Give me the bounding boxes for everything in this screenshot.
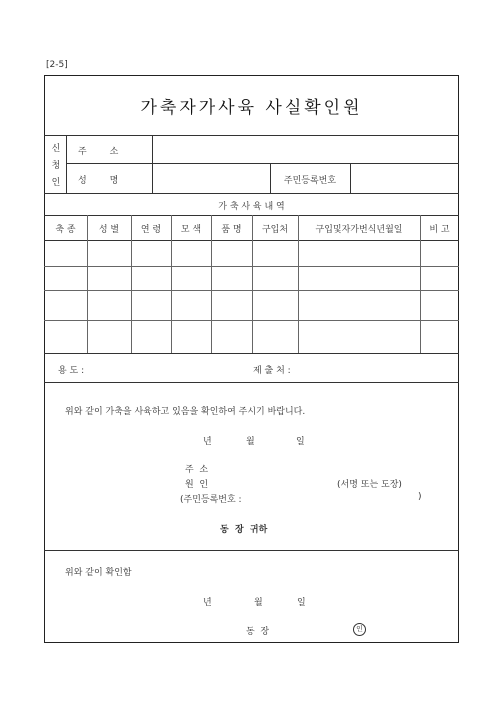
col-header-coat-color: 모 색 bbox=[180, 225, 202, 235]
confirmation-statement: 위와 같이 확인함 bbox=[65, 568, 132, 578]
sign-or-stamp-note: (서명 또는 도장) bbox=[337, 480, 402, 490]
submit-to-field[interactable] bbox=[300, 356, 455, 380]
rule-address-bottom bbox=[66, 163, 459, 164]
request-address-label: 주 소 bbox=[185, 465, 209, 475]
resident-no-label: 주민등록번호 bbox=[283, 176, 337, 186]
table-row[interactable] bbox=[45, 241, 458, 265]
col-header-acquire-date: 구입및자가번식년월일 bbox=[315, 225, 403, 235]
applicant-group-char-1: 신 bbox=[51, 144, 61, 154]
seal-icon: 인 bbox=[353, 623, 366, 636]
confirmation-date-month: 월 bbox=[254, 598, 263, 608]
col-header-source: 구입처 bbox=[261, 225, 289, 235]
applicant-group-char-3: 인 bbox=[51, 178, 61, 188]
rule-applicant-bottom bbox=[44, 193, 459, 194]
request-date-month: 월 bbox=[246, 437, 255, 447]
resident-no-field[interactable] bbox=[351, 165, 458, 192]
name-label: 성 명 bbox=[78, 176, 119, 186]
rule-title-bottom bbox=[44, 135, 459, 136]
col-header-breed: 품 명 bbox=[221, 225, 242, 235]
submit-to-label: 제 출 처 : bbox=[253, 366, 291, 376]
applicant-group-char-2: 청 bbox=[51, 161, 61, 171]
rule-table-bottom bbox=[44, 353, 459, 354]
request-date-day: 일 bbox=[296, 437, 305, 447]
address-field[interactable] bbox=[153, 137, 458, 162]
confirmation-date-day: 일 bbox=[297, 598, 306, 608]
rule-request-bottom bbox=[44, 550, 459, 551]
col-header-age: 연 령 bbox=[140, 225, 162, 235]
purpose-field[interactable] bbox=[95, 356, 245, 380]
col-header-remarks: 비 고 bbox=[429, 225, 450, 235]
addressee: 동 장 귀하 bbox=[220, 525, 268, 535]
address-label: 주 소 bbox=[78, 147, 119, 157]
request-date-year: 년 bbox=[203, 437, 212, 447]
request-statement: 위와 같이 가축을 사육하고 있음을 확인하여 주시기 바랍니다. bbox=[65, 407, 306, 417]
col-header-sex: 성 별 bbox=[98, 225, 120, 235]
request-resident-no: (주민등록번호 : bbox=[180, 495, 242, 505]
table-row[interactable] bbox=[45, 267, 458, 289]
livestock-section-header: 가 축 사 육 내 역 bbox=[218, 202, 285, 212]
table-row[interactable] bbox=[45, 291, 458, 319]
form-title: 가축자가사육 사실확인원 bbox=[140, 98, 363, 118]
confirmation-date-year: 년 bbox=[203, 598, 212, 608]
chief-label: 동 장 bbox=[246, 627, 270, 637]
rule-applicant-group bbox=[66, 135, 67, 193]
request-applicant-label: 원 인 bbox=[185, 480, 209, 490]
request-resident-no-close: ) bbox=[418, 492, 422, 502]
name-field[interactable] bbox=[153, 165, 269, 192]
col-header-species: 축 종 bbox=[55, 225, 76, 235]
form-code: [2-5] bbox=[46, 60, 68, 70]
table-row[interactable] bbox=[45, 321, 458, 352]
purpose-label: 용 도 : bbox=[58, 366, 85, 376]
rule-purpose-bottom bbox=[44, 382, 459, 383]
